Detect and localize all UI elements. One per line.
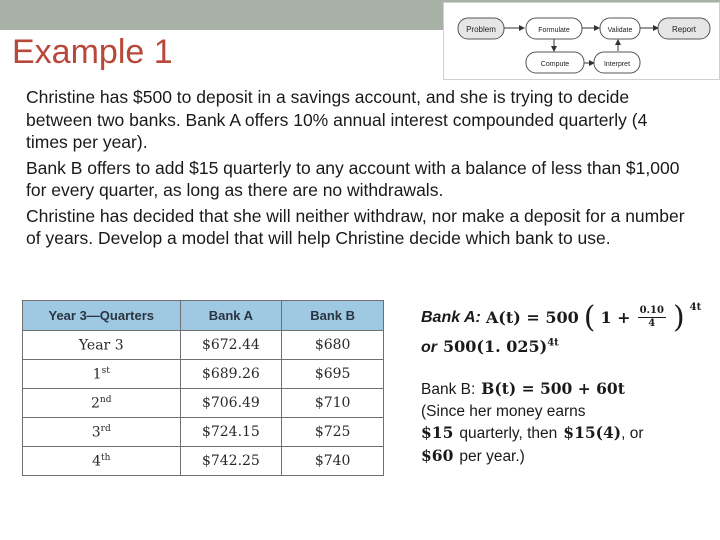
bank-a-cell: $706.49	[180, 389, 282, 418]
annual-calc: $15(4)	[563, 423, 622, 442]
cycle-label: Problem	[466, 25, 496, 34]
bank-a-cell: $689.26	[180, 360, 282, 389]
bank-b-cell: $725	[282, 418, 384, 447]
explanation-text: quarterly, then	[459, 425, 558, 442]
bank-b-cell: $695	[282, 360, 384, 389]
explanation-text: , or	[621, 425, 644, 442]
bank-b-cell: $740	[282, 447, 384, 476]
column-header-bank-a: Bank A	[180, 301, 282, 331]
quarter-cell: 4th	[23, 447, 181, 476]
bank-a-label: Bank A:	[421, 308, 481, 326]
cycle-node-report	[658, 18, 710, 39]
cycle-node-validate	[600, 18, 640, 39]
quarter-cell: 3rd	[23, 418, 181, 447]
quarter-cell: 2nd	[23, 389, 181, 418]
cycle-label: Report	[671, 25, 697, 34]
rate-fraction	[638, 305, 666, 330]
or-label: or	[421, 339, 437, 356]
table-header-row	[23, 301, 384, 331]
quarters-table	[22, 300, 384, 476]
paren-close: )	[672, 300, 685, 335]
annual-amount: $60	[421, 445, 454, 465]
quarter-cell: Year 3	[23, 331, 181, 360]
table-row	[23, 418, 384, 447]
cycle-node-formulate	[526, 18, 582, 39]
cycle-label: Validate	[607, 27, 633, 34]
cycle-label: Compute	[540, 61, 570, 68]
modeling-cycle-diagram	[443, 2, 720, 80]
quarterly-amount: $15	[421, 423, 454, 442]
bank-a-cell: $672.44	[180, 331, 282, 360]
problem-statement	[26, 86, 690, 253]
cycle-node-interpret	[594, 52, 640, 73]
bank-a-cell: $742.25	[180, 447, 282, 476]
bank-b-cell: $680	[282, 331, 384, 360]
cycle-label: Formulate	[538, 27, 570, 34]
cycle-node-compute	[526, 52, 584, 73]
fraction-numerator: 0.10	[639, 305, 664, 316]
column-header-bank-b: Bank B	[282, 301, 384, 331]
bank-b-cell: $710	[282, 389, 384, 418]
one-plus: 1 +	[600, 308, 631, 327]
table-row	[23, 360, 384, 389]
bank-b-label: Bank B:	[421, 381, 476, 398]
table-row	[23, 389, 384, 418]
explanation-text: per year.)	[459, 447, 525, 465]
bank-b-formula: B(t) = 500 + 60t	[481, 379, 625, 398]
problem-paragraph-bank-a: Christine has $500 to deposit in a savings account, and she is trying to decide between two banks. Bank A offers 10% annual interest compounded quarterly (4 times per year).	[26, 87, 648, 152]
bank-b-model	[421, 378, 711, 467]
cycle-node-problem	[458, 18, 504, 39]
problem-paragraph-task: Christine has decided that she will neither withdraw, nor make a deposit for a number of years. Develop a model that will help Christine decide which bank to use.	[26, 205, 685, 248]
table-row	[23, 447, 384, 476]
quarter-cell: 1st	[23, 360, 181, 389]
bank-a-cell: $724.15	[180, 418, 282, 447]
bank-a-exponent: 4t	[689, 302, 702, 313]
problem-paragraph-bank-b: Bank B offers to add $15 quarterly to any account with a balance of less than $1,000 for every quarter, as long as there are no withdrawals.	[26, 157, 680, 200]
bank-a-alt-formula: 500(1. 025)$^{4t}$	[443, 337, 559, 356]
cycle-label: Interpret	[603, 61, 631, 68]
bank-a-lhs: A(t) = 500	[485, 308, 579, 327]
slide-title: Example 1	[12, 33, 173, 71]
fraction-denominator: 4	[648, 318, 656, 329]
paren-open: (	[583, 300, 596, 335]
column-header-quarters: Year 3—Quarters	[23, 301, 181, 331]
bank-a-model	[421, 300, 701, 357]
bank-b-explanation-line: (Since her money earns	[421, 402, 586, 420]
table-row	[23, 331, 384, 360]
